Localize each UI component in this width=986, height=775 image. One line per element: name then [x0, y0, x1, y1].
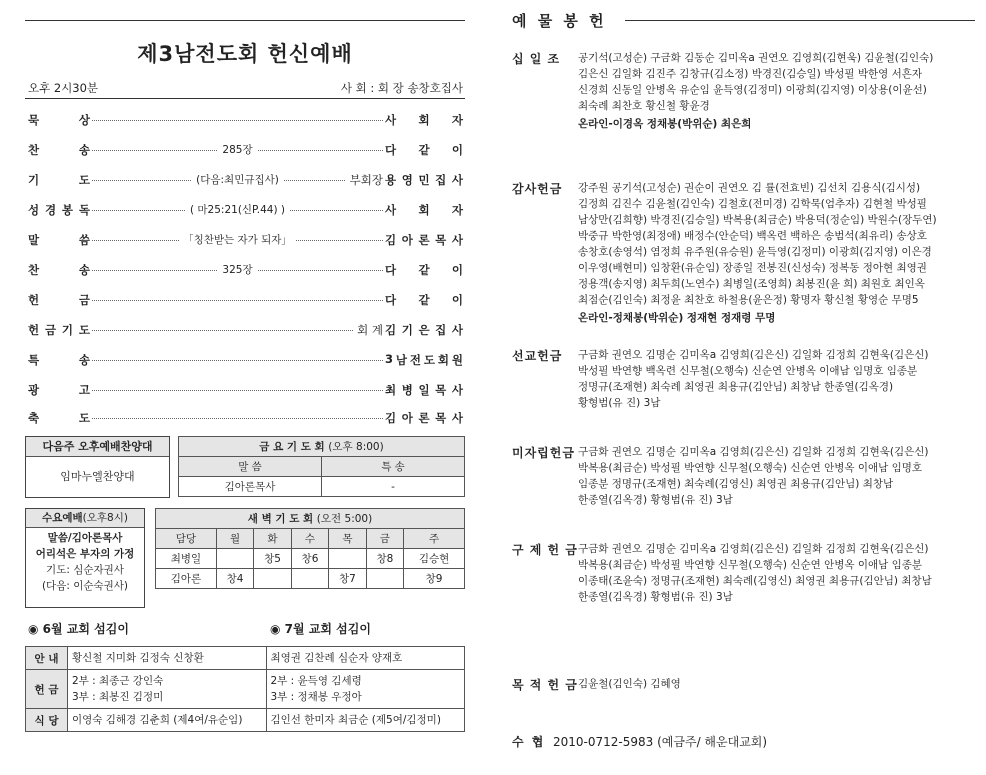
leader-dots [92, 360, 383, 361]
helper-july: 김인선 한미자 최금순 (제5여/김정미) [266, 709, 465, 732]
account-line [512, 733, 767, 750]
helper-june: 황신철 지미화 김정숙 신창환 [68, 647, 267, 670]
offering-heading: 예 물 봉 헌 [512, 12, 607, 30]
order-person: 다 같 이 [385, 143, 463, 157]
order-person: 3 남 전 도 회 원 [385, 352, 463, 367]
order-label: 찬 송 [28, 263, 90, 277]
leader-dots [92, 120, 383, 121]
order-label: 축 도 [28, 411, 90, 425]
helper-label: 헌 금 [26, 670, 68, 709]
friday-special: - [322, 477, 465, 497]
dawn-cell: 김아론 [156, 569, 217, 589]
friday-sermon: 김아론목사 [179, 477, 322, 497]
dawn-heading: 새 벽 기 도 회 (오전 5:00) [156, 509, 465, 529]
order-label: 기 도 [28, 173, 90, 187]
order-row [28, 322, 463, 338]
offering-label: 미자립헌금 [512, 446, 575, 460]
order-row [28, 410, 463, 426]
order-row [28, 292, 463, 308]
order-label: 광 고 [28, 383, 90, 397]
offering-rule [625, 20, 975, 21]
order-person: 김 기 은 집 사 [385, 323, 463, 337]
title-rule [25, 98, 465, 99]
dawn-col-header: 수 [291, 529, 328, 549]
order-person: 사 회 자 [385, 113, 463, 127]
order-role: 회 계 [353, 322, 383, 338]
order-row [28, 142, 463, 158]
dawn-cell: 창9 [404, 569, 465, 589]
helper-july: 2부 : 윤득영 김세령 3부 : 정채봉 우정아 [266, 670, 465, 709]
leader-dots [92, 330, 383, 331]
offering-names: 구금화 권연오 김명순 김미옥a 김영희(김은신) 김일화 김정희 김현욱(김은신) 박성필 박연향 백옥련 신무철(오행숙) 신순연 안병옥 이애남 임명호 임종분 정명규(조재현) 최숙례 최영권 최용규(김안님) 최창남 한종열(김옥경) 황형범(유 진) 3남 [578, 349, 929, 409]
order-label: 헌 금 기 도 [28, 323, 90, 337]
order-person: 김 아 론 목 사 [385, 233, 463, 247]
order-detail: 285장 [92, 142, 383, 157]
page-title: 제3남전도회 헌신예배 [137, 42, 353, 66]
order-row [28, 112, 463, 128]
offering-names: 구금화 권연오 김명순 김미옥a 김영희(김은신) 김일화 김정희 김현욱(김은신) 박복용(최금순) 박성필 박연향 신무철(오행숙) 신순연 안병옥 이애남 임명호 임종분 정명규(조재현) 최숙례(김영신) 최영권 최용규(김안님) 최창남 한종열(김옥경) 황형범(유 진) 3남 [578, 446, 929, 506]
order-label: 묵 상 [28, 113, 90, 127]
order-detail: 325장 [92, 262, 383, 277]
dawn-col-header: 금 [366, 529, 403, 549]
helper-june: 이영숙 김해경 김춘희 (제4여/유순임) [68, 709, 267, 732]
friday-heading: 금 요 기 도 회 (오후 8:00) [179, 437, 465, 457]
offering-names: 공기석(고성순) 구금화 김동순 김미옥a 권연오 김영희(김현욱) 김윤철(김인숙) 김은신 김일화 김진주 김창규(김소정) 박경진(김승일) 박성필 박한영 서흔자 신경희 신동일 안병옥 유순임 윤득영(김정미) 이광희(김지영) 이상용(이윤선) 최숙례 최찬호 황신철 황윤경 온라인-이경옥 정채봉(박위순) 최은희 [578, 50, 973, 132]
friday-prayer-table [178, 436, 465, 497]
helper-label: 안 내 [26, 647, 68, 670]
order-row [28, 202, 463, 218]
dawn-cell: 김승현 [404, 549, 465, 569]
wednesday-speaker: 말씀/김아론목사 [47, 532, 123, 544]
order-label: 말 씀 [28, 233, 90, 247]
order-row [28, 232, 463, 248]
dawn-cell [291, 569, 328, 589]
order-detail: ( 마25:21(신P.44) ) [92, 202, 383, 217]
dawn-col-header: 목 [329, 529, 366, 549]
offering-names: 강주원 공기석(고성순) 권순이 권연오 김 률(전효빈) 김선치 김용식(김시성) 김정희 김진수 김윤철(김인숙) 김철호(전미경) 김학묵(엄추자) 김현철 박성필 남상만(김희향) 박경진(김승일) 박복용(최금순) 박용덕(정순임) 박원수(장두연) 박중규 박한영(최정애) 배정수(안순덕) 백옥련 백하은 송범석(최유리) 송상호 송창호(송영석) 염정희 유주원(유승원) 윤득영(김정미) 이광희(김지영) 이은경 이우영(배현미) 임창환(유순임) 장종일 전봉진(신성숙) 정복동 정아현 최영권 정용객(송지영) 최두희(노연수) 최병일(조영희) 최봉진(윤 희) 최원호 최인옥 최점순(김인숙) 최정윤 최찬호 하철용(윤은정) 황명자 황신철 황영순 무명5 온라인-정채봉(박위순) 정재현 정재령 무명 [578, 180, 973, 326]
dawn-cell: 창4 [216, 569, 253, 589]
leader-dots [92, 300, 383, 301]
wednesday-box [25, 508, 145, 608]
order-row [28, 262, 463, 278]
account-number: 2010-0712-5983 (예금주/ 해운대교회) [553, 735, 768, 749]
next-choir-name: 임마누엘찬양대 [60, 470, 135, 483]
wednesday-prayer: 기도: 심순자권사 [46, 564, 124, 576]
dawn-cell [329, 549, 366, 569]
helper-july: 최영권 김찬례 심순자 양재호 [266, 647, 465, 670]
account-bank: 수 협 [512, 735, 546, 749]
dawn-cell: 창6 [291, 549, 328, 569]
dawn-cell [254, 569, 291, 589]
dawn-cell: 창7 [329, 569, 366, 589]
offering-online: 온라인-정채봉(박위순) 정재현 정재령 무명 [578, 312, 776, 324]
helpers-table [25, 646, 465, 732]
dawn-col-header: 월 [216, 529, 253, 549]
july-helpers-heading: ◉ 7월 교회 섬김이 [270, 622, 371, 636]
next-choir-box [25, 436, 170, 498]
wednesday-sermon: 어리석은 부자의 가정 [35, 548, 135, 560]
order-person: 용 영 민 집 사 [385, 173, 463, 187]
offering-online: 온라인-이경옥 정채봉(박위순) 최은희 [578, 118, 752, 130]
top-rule [25, 20, 465, 21]
dawn-cell: 창5 [254, 549, 291, 569]
dawn-cell: 창8 [366, 549, 403, 569]
dawn-col-header: 주 [404, 529, 465, 549]
friday-col-special: 특 송 [322, 457, 465, 477]
order-person: 최 병 일 목 사 [385, 383, 463, 397]
offering-label: 감사헌금 [512, 182, 563, 196]
order-label: 헌 금 [28, 293, 90, 307]
order-label: 찬 송 [28, 143, 90, 157]
service-time: 오후 2시30분 [28, 81, 99, 95]
order-role: 부회장 [346, 172, 383, 188]
order-person: 사 회 자 [385, 203, 463, 217]
order-label: 특 송 [28, 353, 90, 367]
helper-june: 2부 : 최종근 강인숙 3부 : 최봉진 김정미 [68, 670, 267, 709]
order-label: 성 경 봉 독 [28, 203, 90, 217]
order-detail: 「칭찬받는 자가 되자」 [92, 232, 383, 247]
dawn-cell [216, 549, 253, 569]
offering-label: 목 적 헌 금 [512, 678, 578, 692]
offering-label: 선교헌금 [512, 349, 563, 363]
friday-col-sermon: 말 씀 [179, 457, 322, 477]
offering-names: 김윤철(김인숙) 김혜영 [578, 678, 681, 690]
leader-dots [92, 390, 383, 391]
dawn-col-header: 담당 [156, 529, 217, 549]
dawn-cell [366, 569, 403, 589]
leader-dots [92, 418, 383, 419]
presider: 사 회 : 회 장 송창호집사 [340, 81, 463, 95]
order-row [28, 172, 463, 188]
order-row [28, 352, 463, 368]
order-person: 다 같 이 [385, 293, 463, 307]
order-person: 다 같 이 [385, 263, 463, 277]
wednesday-heading: 수요예배(오후8시) [26, 509, 144, 528]
next-choir-heading: 다음주 오후예배찬양대 [26, 437, 169, 457]
helper-label: 식 당 [26, 709, 68, 732]
june-helpers-heading: ◉ 6월 교회 섬김이 [28, 622, 129, 636]
wednesday-next: (다음: 이순숙권사) [41, 580, 129, 592]
order-detail: (다음:최민규집사) [92, 172, 383, 187]
dawn-col-header: 화 [254, 529, 291, 549]
offering-names: 구금화 권연오 김명순 김미옥a 김영희(김은신) 김일화 김정희 김현욱(김은신) 박복용(최금순) 박성필 박연향 신무철(오행숙) 신순연 안병옥 이애남 임종분 이종태(조윤숙) 정명규(조재현) 최숙례(김영신) 최영권 최용규(김안님) 최창남 한종열(김옥경) 황형범(유 진) 3남 [578, 543, 932, 603]
dawn-prayer-table [155, 508, 465, 589]
dawn-cell: 최병일 [156, 549, 217, 569]
order-row [28, 382, 463, 398]
offering-label: 구 제 헌 금 [512, 543, 578, 557]
order-person: 김 아 론 목 사 [385, 411, 463, 425]
offering-label: 십 일 조 [512, 52, 561, 66]
